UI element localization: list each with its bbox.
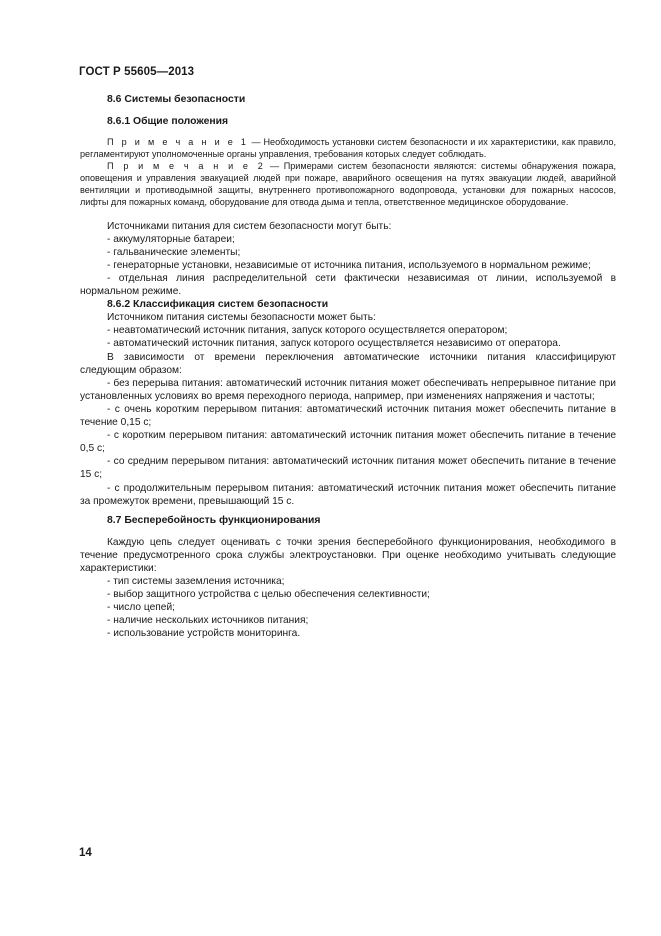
note-1-text: — Необходимость установки систем безопасности и их характеристики, как правило, регламентируют уполномоченные органы управления, требования которых следует соблюдать. [80, 137, 616, 160]
list-item: - с продолжительным перерывом питания: автоматический источник питания может обеспечить питание за промежуток времени, превышающий 15 с. [80, 482, 616, 507]
document-body [80, 93, 616, 641]
section-8-6-1-heading: 8.6.1 Общие положения [107, 116, 229, 128]
list-item: - неавтоматический источник питания, запуск которого осуществляется оператором; [107, 325, 508, 337]
section-8-6-heading: 8.6 Системы безопасности [107, 94, 246, 105]
list-item: - отдельная линия распределительной сети фактически независимая от линии, используемой в нормальном режиме. [80, 273, 616, 298]
section-8-6-2-heading: 8.6.2 Классификация систем безопасности [107, 299, 329, 311]
list-item: - использование устройств мониторинга. [107, 628, 301, 640]
switch-intro: В зависимости от времени переключения автоматические источники питания классифицируют следующим образом: [80, 351, 616, 376]
list-item: - наличие нескольких источников питания; [107, 615, 309, 627]
sources-intro: Источниками питания для систем безопасности могут быть: [107, 220, 392, 232]
list-item: - с очень коротким перерывом питания: автоматический источник питания может обеспечить питание в течение 0,15 с; [80, 403, 616, 429]
note-2 [80, 161, 616, 209]
list-item: - число цепей; [107, 602, 175, 614]
list-item: - со средним перерывом питания: автоматический источник питания может обеспечить питание в течение 15 с; [80, 456, 616, 481]
list-item: - генераторные установки, независимые от источника питания, используемого в нормальном режиме; [107, 259, 591, 271]
list-item: - без перерыва питания: автоматический источник питания может обеспечивать непрерывное питание при установленных условиях во время переходного периода, например, при изменениях напряжения и частоты; [80, 377, 616, 402]
note-1 [80, 137, 616, 161]
page-number: 14 [79, 847, 92, 859]
list-item: - выбор защитного устройства с целью обеспечения селективности; [107, 589, 430, 601]
list-item: - гальванические элементы; [107, 246, 241, 258]
note-2-text: — Примерами систем безопасности являются: системы обнаружения пожара, оповещения и управления эвакуацией людей при пожаре, аварийного освещения на путях эвакуации людей, аварийной вентиляции и противодымной защиты, внутреннего противопожарного водопровода, установки для пожарных насосов, лифты для пожарных команд, оборудование для отвода дыма и тепла, ответственное медицинское оборудование. [80, 161, 616, 207]
list-item: - аккумуляторные батареи; [107, 233, 235, 245]
note-1-label: П р и м е ч а н и е 1 [107, 137, 249, 148]
list-item: - с коротким перерывом питания: автоматический источник питания может обеспечить питание в течение 0,5 с; [80, 430, 616, 455]
list-item: - тип системы заземления источника; [107, 576, 285, 588]
section-8-7-heading: 8.7 Бесперебойность функционирования [107, 514, 321, 526]
note-2-label: П р и м е ч а н и е 2 [107, 161, 266, 171]
document-header: ГОСТ Р 55605—2013 [79, 66, 195, 78]
list-item: - автоматический источник питания, запуск которого осуществляется независимо от оператора. [107, 338, 561, 350]
continuity-intro: Каждую цепь следует оценивать с точки зрения бесперебойного функционирования, необходимого в течение предусмотренного срока службы электроустановки. При оценке необходимо учитывать следующие характеристики: [80, 536, 616, 574]
classification-intro: Источником питания системы безопасности может быть: [107, 312, 376, 324]
